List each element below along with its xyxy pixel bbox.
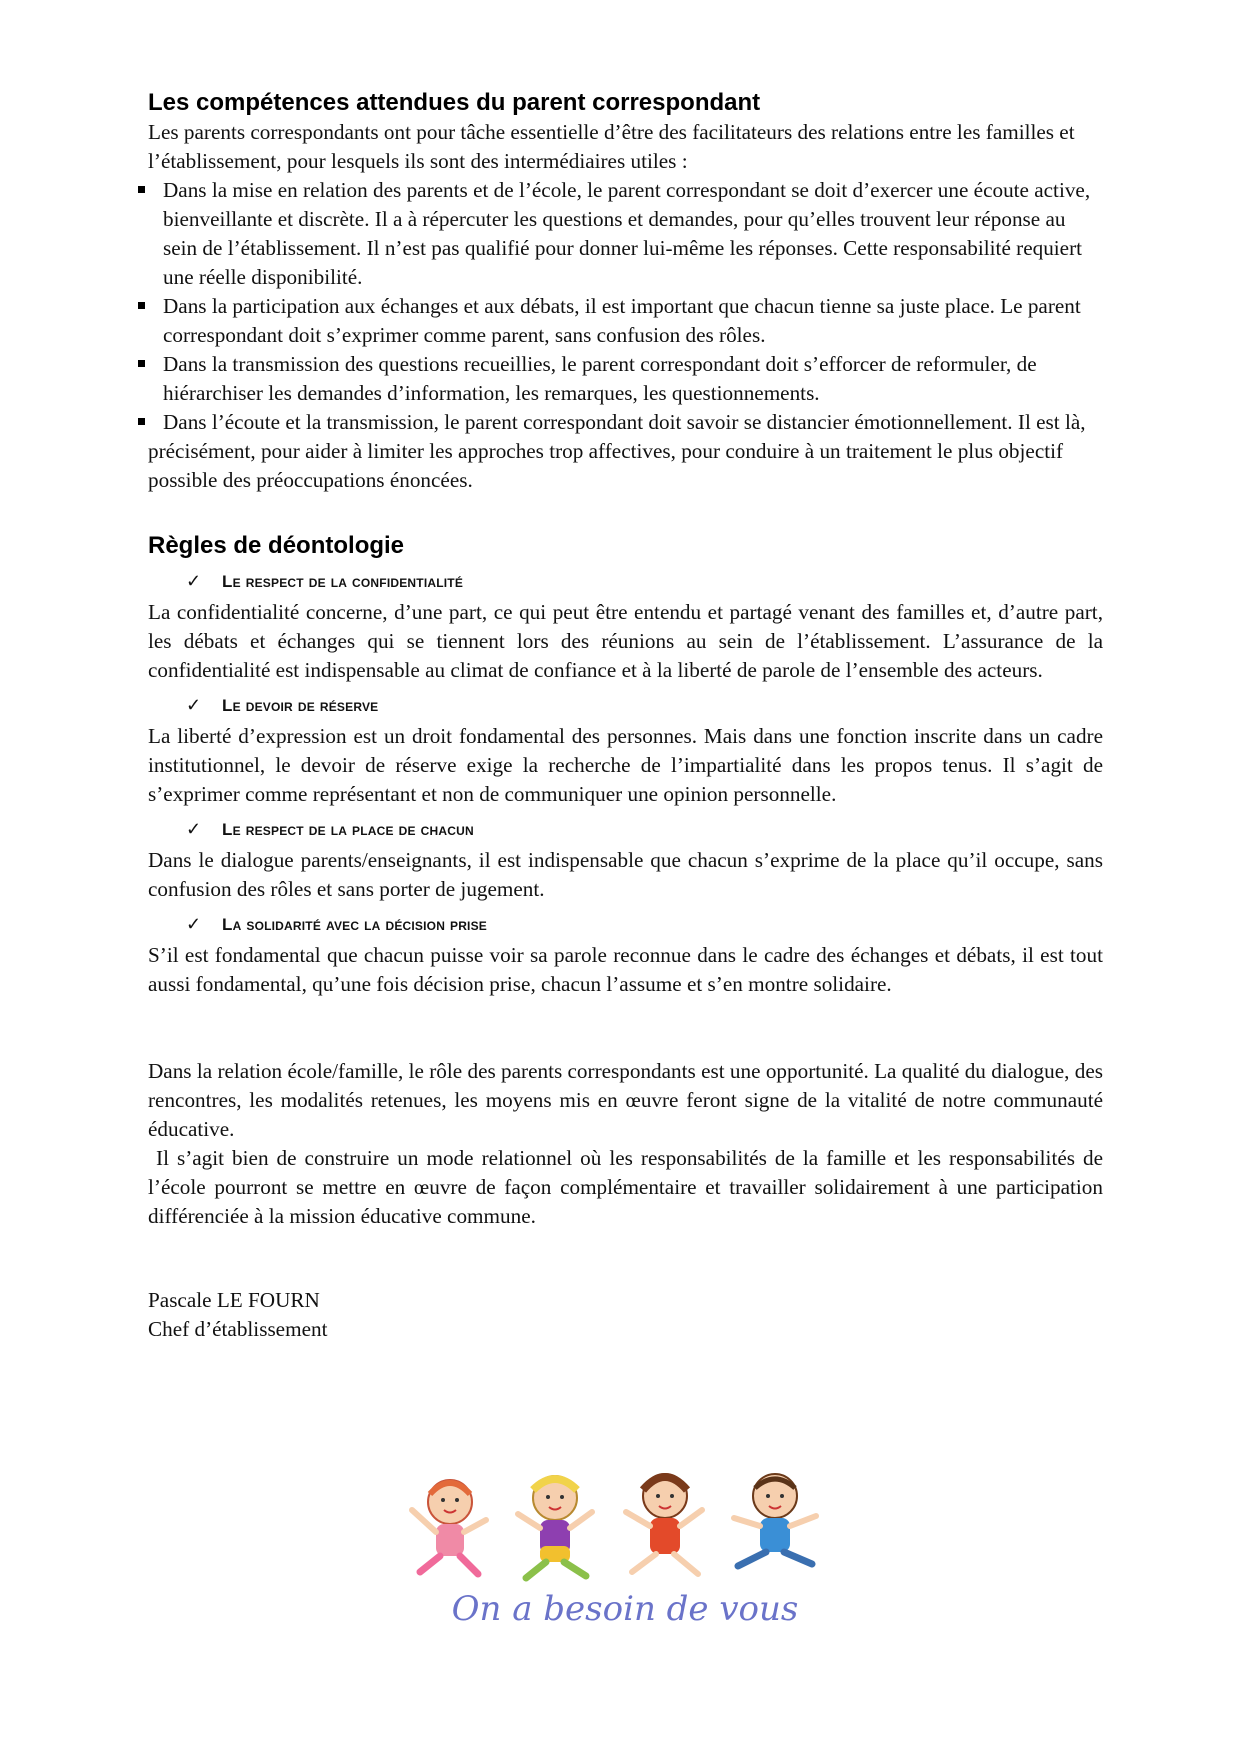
rule-heading: ✓ Le respect de la place de chacun [186, 819, 474, 839]
bullet-square-icon [138, 186, 145, 193]
document-page [148, 88, 1109, 1344]
children-illustration-icon [400, 1460, 850, 1640]
signature-name: Pascale LE FOURN [148, 1288, 320, 1312]
rule-text: Dans le dialogue parents/enseignants, il est indispensable que chacun s’exprime de la place qu’il occupe, sans confusion des rôles et sans porter de jugement. [148, 848, 1103, 901]
bullet-square-icon [138, 418, 145, 425]
rule-text: S’il est fondamental que chacun puisse voir sa parole reconnue dans le cadre des échanges et débats, il est tout aussi fondamental, qu’une fois décision prise, chacun l’assume et s’en montre solidaire. [148, 943, 1103, 996]
checkmark-icon: ✓ [186, 819, 202, 839]
bullet-square-icon [138, 302, 145, 309]
rule-text: La confidentialité concerne, d’une part, ce qui peut être entendu et partagé venant des familles et, d’autre part, les débats et échanges qui se tiennent lors des réunions au sein de l’établissement. L’assurance de la confidentialité est indispensable au climat de confiance et à la liberté de parole de l’ensemble des acteurs. [148, 600, 1103, 682]
competences-intro: Les parents correspondants ont pour tâche essentielle d’être des facilitateurs des relations entre les familles et l’établissement, pour lesquels ils sont des intermédiaires utiles : [148, 120, 1075, 173]
child-figure-icon [412, 1480, 486, 1574]
section-title-deontologie: Règles de déontologie [148, 532, 405, 559]
signature-role: Chef d’établissement [148, 1317, 328, 1341]
rule-heading: ✓ La solidarité avec la décision prise [186, 914, 487, 934]
child-figure-icon [626, 1474, 702, 1574]
list-item: Dans la mise en relation des parents et de l’école, le parent correspondant se doit d’exercer une écoute active, bienveillante et discrète. Il a à répercuter les questions et demandes, pour qu’elles trouvent leur réponse au sein de l’établissement. Il n’est pas qualifié pour donner lui-même les réponses. Cette responsabilité requiert une réelle disponibilité. [148, 176, 1103, 292]
checkmark-icon: ✓ [186, 914, 202, 934]
list-item: Dans l’écoute et la transmission, le parent correspondant doit savoir se distancier émotionnellement. Il est là, précisément, pour aider à limiter les approches trop affectives, pour conduire à un traitement le plus objectif possible des préoccupations énoncées. [148, 408, 1103, 495]
list-item: Dans la participation aux échanges et aux débats, il est important que chacun tienne sa juste place. Le parent correspondant doit s’exprimer comme parent, sans confusion des rôles. [148, 292, 1103, 350]
section-title-competences: Les compétences attendues du parent correspondant [148, 89, 761, 116]
checkmark-icon: ✓ [186, 571, 202, 591]
children-logo [400, 1460, 850, 1640]
child-figure-icon [734, 1474, 816, 1566]
bullet-square-icon [138, 360, 145, 367]
conclusion-paragraph-1: Dans la relation école/famille, le rôle des parents correspondants est une opportunité. La qualité du dialogue, des rencontres, les modalités retenues, les moyens mis en œuvre feront signe de la vitalité de notre communauté éducative. [148, 1059, 1103, 1141]
checkmark-icon: ✓ [186, 695, 202, 715]
rule-heading: ✓ Le devoir de réserve [186, 695, 379, 715]
rule-text: La liberté d’expression est un droit fondamental des personnes. Mais dans une fonction inscrite dans un cadre institutionnel, le devoir de réserve exige la recherche de l’impartialité dans les propos tenus. Il s’agit de s’exprimer comme représentant et non de communiquer une opinion personnelle. [148, 724, 1103, 806]
child-figure-icon [518, 1476, 592, 1578]
logo-caption: On a besoin de vous [451, 1589, 799, 1629]
rule-heading: ✓ Le respect de la confidentialité [186, 571, 464, 591]
competences-list [148, 176, 1103, 495]
list-item: Dans la transmission des questions recueillies, le parent correspondant doit s’efforcer de reformuler, de hiérarchiser les demandes d’information, les remarques, les questionnements. [148, 350, 1103, 408]
conclusion-paragraph-2: Il s’agit bien de construire un mode relationnel où les responsabilités de la famille et les responsabilités de l’école pourront se mettre en œuvre de façon complémentaire et travailler solidairement à une participation différenciée à la mission éducative commune. [148, 1146, 1109, 1228]
